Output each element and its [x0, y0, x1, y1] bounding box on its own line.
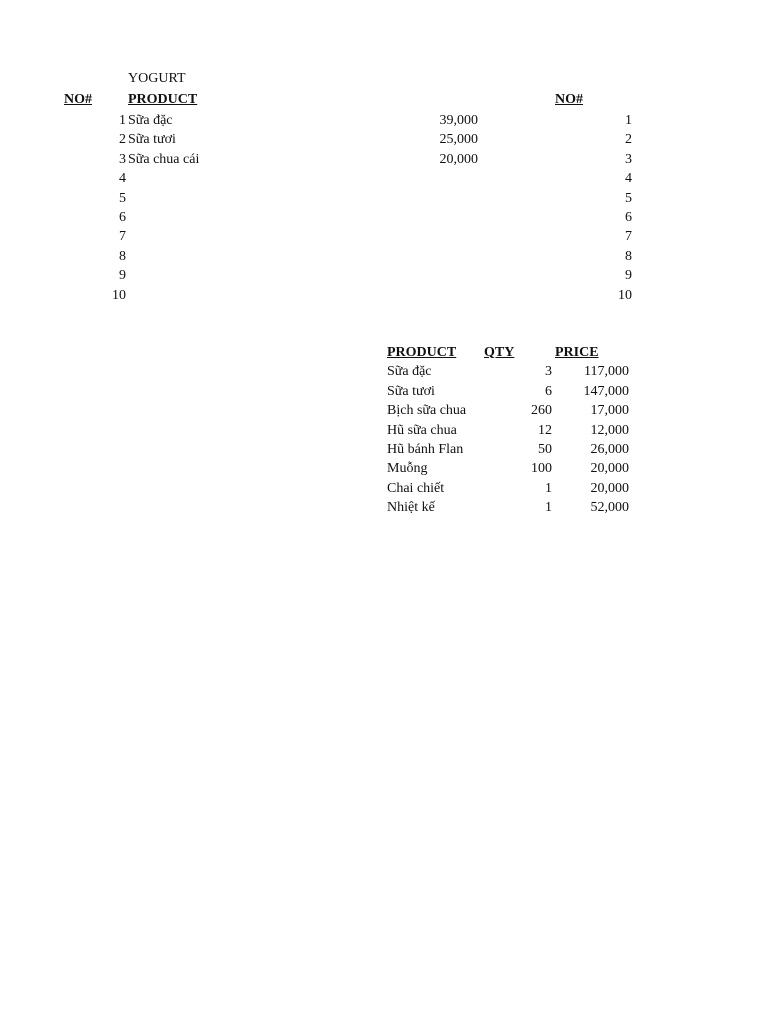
row-number: 7 — [119, 229, 126, 245]
order-header-price: PRICE — [555, 345, 599, 360]
order-price: 117,000 — [584, 364, 629, 380]
order-price: 147,000 — [583, 383, 629, 399]
row-number-right: 6 — [625, 209, 632, 225]
order-product: Sữa tươi — [387, 383, 435, 399]
product-column — [128, 111, 348, 305]
product-name: Sữa đặc — [128, 113, 173, 128]
row-number-right: 1 — [625, 113, 632, 128]
order-price: 20,000 — [590, 461, 629, 477]
product-price — [400, 189, 478, 208]
left-number-column — [90, 111, 126, 305]
product-name: Sữa tươi — [128, 132, 176, 148]
product-price — [400, 227, 478, 246]
row-number: 4 — [119, 171, 126, 187]
row-number-right: 8 — [625, 248, 632, 264]
price-column — [400, 111, 478, 305]
row-number-right: 3 — [625, 151, 632, 167]
product-name — [128, 266, 348, 285]
product-price: 20,000 — [439, 151, 478, 167]
product-name — [128, 247, 348, 266]
order-product: Chai chiết — [387, 480, 445, 496]
header-no-right: NO# — [555, 92, 583, 107]
row-number-right: 9 — [625, 268, 632, 284]
order-product: Bịch sữa chua — [387, 403, 467, 419]
row-number-right: 5 — [625, 190, 632, 206]
order-qty: 12 — [538, 422, 552, 438]
product-name — [128, 169, 348, 188]
order-price: 52,000 — [590, 500, 629, 516]
sheet-title: YOGURT — [128, 71, 186, 86]
right-number-column — [596, 111, 632, 305]
row-number: 9 — [119, 268, 126, 284]
order-price-column — [555, 343, 629, 518]
row-number-right: 10 — [618, 287, 632, 303]
product-price — [400, 208, 478, 227]
product-price: 39,000 — [439, 113, 478, 128]
order-product: Sữa đặc — [387, 364, 432, 380]
product-name — [128, 227, 348, 246]
product-name: Sữa chua cái — [128, 151, 200, 167]
row-number: 3 — [119, 151, 126, 167]
order-price: 26,000 — [590, 441, 629, 457]
order-header-qty: QTY — [484, 345, 515, 360]
row-number: 10 — [112, 287, 126, 303]
row-number-right: 4 — [625, 171, 632, 187]
product-price — [400, 286, 478, 305]
order-price: 20,000 — [590, 480, 629, 496]
order-price: 17,000 — [590, 403, 629, 419]
order-qty: 1 — [545, 500, 552, 516]
row-number-right: 2 — [625, 132, 632, 148]
header-no-left: NO# — [64, 92, 92, 107]
order-qty: 50 — [538, 441, 552, 457]
row-number: 8 — [119, 248, 126, 264]
row-number-right: 7 — [625, 229, 632, 245]
row-number: 6 — [119, 209, 126, 225]
order-product: Hũ sữa chua — [387, 422, 457, 438]
product-price — [400, 266, 478, 285]
order-product: Hũ bánh Flan — [387, 441, 464, 457]
order-header-product: PRODUCT — [387, 345, 457, 360]
order-qty-column — [484, 343, 552, 518]
order-qty: 6 — [545, 383, 552, 399]
product-name — [128, 286, 348, 305]
order-product: Muỗng — [387, 461, 428, 477]
order-qty: 1 — [545, 480, 552, 496]
row-number: 2 — [119, 132, 126, 148]
order-qty: 3 — [545, 364, 552, 380]
order-product: Nhiệt kế — [387, 500, 435, 516]
row-number: 1 — [119, 113, 126, 128]
order-qty: 260 — [531, 403, 552, 419]
product-name — [128, 189, 348, 208]
order-qty: 100 — [531, 461, 552, 477]
product-price: 25,000 — [439, 132, 478, 148]
product-name — [128, 208, 348, 227]
product-price — [400, 247, 478, 266]
row-number: 5 — [119, 190, 126, 206]
order-price: 12,000 — [590, 422, 629, 438]
header-product: PRODUCT — [128, 92, 198, 107]
product-price — [400, 169, 478, 188]
